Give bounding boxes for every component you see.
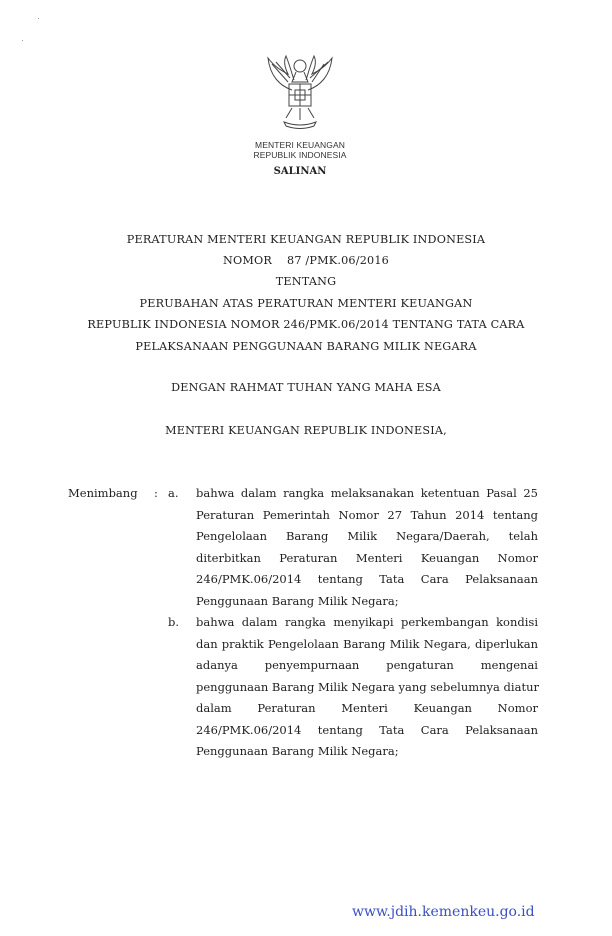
institution-name-line1: MENTERI KEUANGAN (255, 140, 345, 150)
menimbang-colon: : (154, 486, 158, 500)
item-b-line: penggunaan Barang Milik Negara yang sebelumnya diatur (196, 679, 539, 694)
preamble: DENGAN RAHMAT TUHAN YANG MAHA ESA (171, 381, 441, 394)
regulation-tentang: TENTANG (275, 275, 337, 288)
item-b-line: bahwa dalam rangka menyikapi perkembangan kondisi (196, 615, 538, 629)
regulation-subject-line3: PELAKSANAAN PENGGUNAAN BARANG MILIK NEGARA (135, 340, 477, 353)
scan-speck (22, 40, 23, 41)
item-b-line: 246/PMK.06/2014 tentang Tata Cara Pelaksanaan (196, 722, 538, 737)
regulation-title: PERATURAN MENTERI KEUANGAN REPUBLIK INDONESIA (126, 233, 486, 246)
item-a-line: 246/PMK.06/2014 tentang Tata Cara Pelaksanaan (196, 572, 538, 586)
regulation-subject-line2: REPUBLIK INDONESIA NOMOR 246/PMK.06/2014 TENTANG TATA CARA (87, 318, 525, 331)
item-b-line: Penggunaan Barang Milik Negara; (196, 744, 399, 758)
item-marker-a: a. (168, 486, 179, 500)
institution-name-line2: REPUBLIK INDONESIA (253, 150, 347, 160)
item-a-line: bahwa dalam rangka melaksanakan ketentuan Pasal 25 (196, 486, 538, 500)
authority: MENTERI KEUANGAN REPUBLIK INDONESIA, (165, 424, 447, 437)
item-a-line: Pengelolaan Barang Milik Negara/Daerah, telah (196, 529, 538, 543)
scan-speck (38, 18, 39, 19)
item-b-line: dan praktik Pengelolaan Barang Milik Negara, diperlukan (196, 636, 538, 651)
menimbang-label: Menimbang (68, 486, 138, 500)
garuda-emblem-icon (262, 52, 338, 132)
item-b-line: dalam Peraturan Menteri Keuangan Nomor (196, 701, 538, 715)
item-a-line: Penggunaan Barang Milik Negara; (196, 593, 399, 608)
item-marker-b: b. (168, 615, 180, 629)
jdih-website-link[interactable]: www.jdih.kemenkeu.go.id (352, 904, 535, 920)
item-a-line: diterbitkan Peraturan Menteri Keuangan Nomor (196, 550, 538, 565)
regulation-subject-line1: PERUBAHAN ATAS PERATURAN MENTERI KEUANGAN (139, 297, 473, 310)
item-a-line: Peraturan Pemerintah Nomor 27 Tahun 2014 tentang (196, 507, 538, 522)
item-b-line: adanya penyempurnaan pengaturan mengenai (196, 658, 538, 672)
salinan-stamp: SALINAN (273, 166, 327, 177)
regulation-number: NOMOR 87 /PMK.06/2016 (223, 254, 389, 267)
